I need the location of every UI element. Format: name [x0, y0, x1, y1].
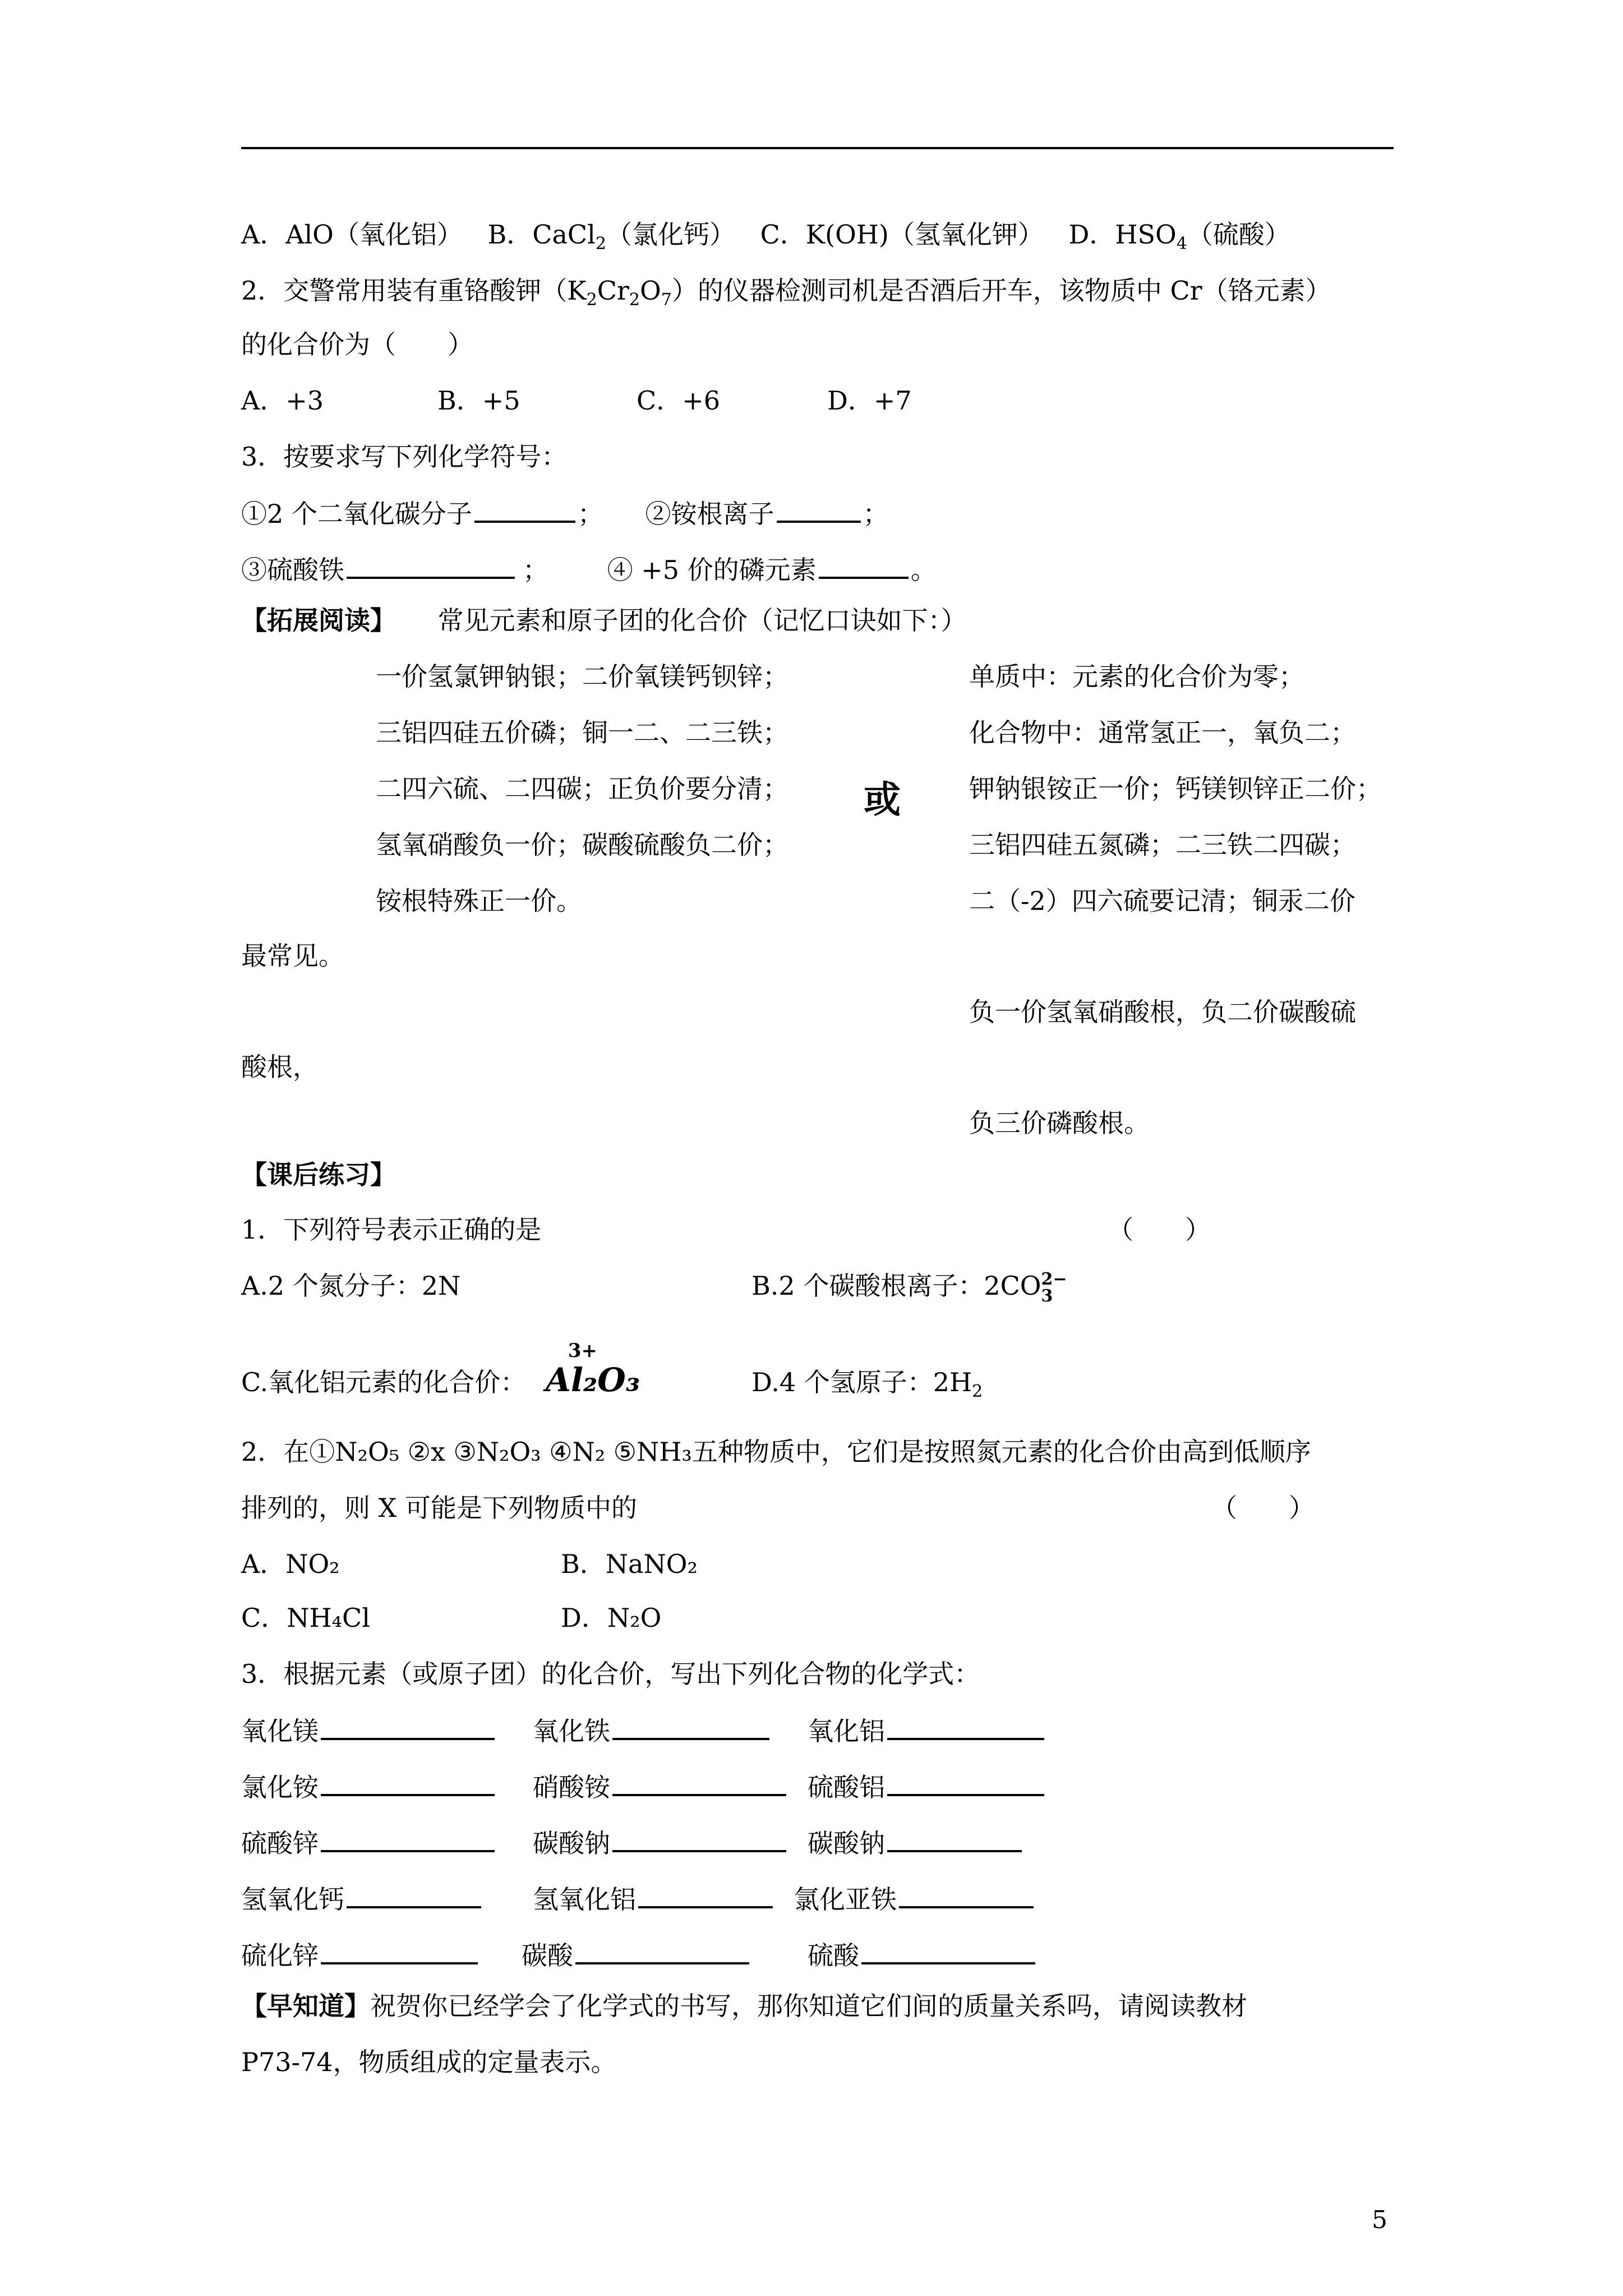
- practice-q1: 1．下列符号表示正确的是: [241, 1214, 542, 1245]
- answer-blank[interactable]: [887, 1824, 1022, 1852]
- preview-line2: P73-74，物质组成的定量表示。: [241, 2047, 617, 2077]
- formula-row: 硫化锌: [241, 1936, 480, 1971]
- practice-q1-option-b: B.2 个碳酸根离子：2CO 2− 3: [751, 1269, 1067, 1306]
- answer-blank[interactable]: [347, 551, 515, 579]
- formula-row: 氢氧化铝: [533, 1880, 775, 1915]
- mnemonic-left-line: 铵根特殊正一价。: [376, 886, 582, 916]
- answer-blank[interactable]: [887, 1712, 1044, 1740]
- formula-row: 硝酸铵: [533, 1768, 789, 1803]
- answer-blank[interactable]: [321, 1824, 495, 1852]
- reading-header: [241, 605, 967, 636]
- formula-row: 氢氧化钙: [241, 1880, 483, 1915]
- practice-q3: 3．根据元素（或原子团）的化合价，写出下列化合物的化学式：: [241, 1659, 980, 1689]
- answer-paren[interactable]: （ ）: [1108, 1214, 1211, 1245]
- reading-intro: 常见元素和原子团的化合价（记忆口诀如下：）: [437, 605, 967, 636]
- section-title: 【早知道】: [241, 1991, 370, 2021]
- page-number: 5: [1372, 2206, 1387, 2234]
- formula-row: 碳酸钠: [533, 1824, 789, 1859]
- formula-row: 氯化亚铁: [794, 1880, 1036, 1915]
- q2-option-d: D．+7: [827, 385, 912, 416]
- option-a: A．AlO（氧化铝）: [241, 219, 463, 250]
- answer-paren[interactable]: （ ）: [1211, 1493, 1315, 1523]
- option-c: C．K(OH)（氢氧化钾）: [760, 219, 1044, 250]
- answer-blank[interactable]: [612, 1824, 786, 1852]
- formula-row: 碳酸钠: [808, 1824, 1024, 1859]
- practice-q2-line2: 排列的，则 X 可能是下列物质中的: [241, 1493, 637, 1523]
- practice-q2-option-a: A．NO₂: [241, 1549, 340, 1579]
- or-divider: 或: [864, 777, 901, 821]
- mnemonic-right-line: 负三价磷酸根。: [969, 1108, 1150, 1138]
- answer-blank[interactable]: [777, 495, 861, 523]
- mnemonic-right-line: 负一价氢氧硝酸根，负二价碳酸硫: [969, 997, 1356, 1027]
- answer-blank[interactable]: [474, 495, 575, 523]
- formula-row: 碳酸: [522, 1936, 751, 1971]
- q2-line2: 的化合价为（ ）: [241, 329, 473, 360]
- formula-row: 氯化铵: [241, 1768, 497, 1803]
- practice-q2-option-b: B．NaNO₂: [561, 1549, 698, 1579]
- mnemonic-right-line: 化合物中：通常氢正一，氧负二；: [969, 717, 1356, 748]
- mnemonic-tail: 最常见。: [241, 941, 344, 971]
- oxidation-formula: 3+ Al₂O₃: [545, 1340, 640, 1399]
- question-options-line: [241, 219, 1290, 260]
- option-d: D．$HSO_4$（硫酸）: [1068, 219, 1290, 254]
- mnemonic-right-line: 钾钠银铵正一价；钙镁钡锌正二价；: [969, 774, 1382, 804]
- answer-blank[interactable]: [612, 1768, 786, 1796]
- mnemonic-right-line: 二（-2）四六硫要记清；铜汞二价: [969, 886, 1355, 916]
- formula-row: 硫酸锌: [241, 1824, 497, 1859]
- practice-q2-option-d: D．N₂O: [561, 1603, 662, 1633]
- practice-q2-option-c: C．NH₄Cl: [241, 1603, 370, 1633]
- mnemonic-tail: 酸根，: [241, 1052, 319, 1082]
- q2-line1: 2．交警常用装有重铬酸钾$(K_2Cr_2O_7)$的仪器检测司机是否酒后开车，该物质中 Cr（铬元素）: [241, 275, 1331, 310]
- formula-row: 硫酸铝: [808, 1768, 1046, 1803]
- section-title: 【拓展阅读】: [241, 605, 396, 636]
- mnemonic-left-line: 氢氧硝酸负一价；碳酸硫酸负二价；: [376, 830, 789, 860]
- answer-blank[interactable]: [887, 1768, 1044, 1796]
- q3-title: 3．按要求写下列化学符号：: [241, 441, 568, 472]
- answer-blank[interactable]: [899, 1880, 1034, 1908]
- answer-blank[interactable]: [321, 1768, 495, 1796]
- mnemonic-left-line: 三铝四硅五价磷；铜一二、二三铁；: [376, 717, 789, 748]
- mnemonic-right-line: 单质中：元素的化合价为零；: [969, 661, 1304, 692]
- answer-blank[interactable]: [638, 1880, 773, 1908]
- practice-q2-line1: 2．在①N₂O₅ ②x ③N₂O₃ ④N₂ ⑤NH₃五种物质中，它们是按照氮元素的化合价由高到低顺序: [241, 1437, 1311, 1467]
- answer-blank[interactable]: [612, 1712, 769, 1740]
- q3-row2: ③硫酸铁 ； ④ +5 价的磷元素 。: [241, 551, 937, 586]
- answer-blank[interactable]: [575, 1936, 749, 1964]
- answer-blank[interactable]: [347, 1880, 481, 1908]
- answer-blank[interactable]: [321, 1712, 495, 1740]
- formula-row: 氧化铝: [808, 1712, 1046, 1747]
- practice-q1-option-a: A.2 个氮分子：2N: [241, 1271, 461, 1301]
- answer-blank[interactable]: [321, 1936, 478, 1964]
- header-rule: [241, 147, 1394, 149]
- mnemonic-left-line: 二四六硫、二四碳；正负价要分清；: [376, 774, 789, 804]
- option-b: B．CaCl$_2$（氯化钙）: [487, 219, 735, 254]
- formula-row: 氧化镁: [241, 1712, 497, 1747]
- practice-q1-option-d: D.4 个氢原子：$2H_2$: [751, 1367, 983, 1402]
- answer-blank[interactable]: [819, 551, 909, 579]
- section-title: 【课后练习】: [241, 1159, 396, 1190]
- q2-option-a: A．+3: [241, 385, 324, 416]
- q3-row1: ①2 个二氧化碳分子 ； ②铵根离子 ；: [241, 495, 889, 530]
- mnemonic-left-line: 一价氢氯钾钠银；二价氧镁钙钡锌；: [376, 661, 789, 692]
- q2-option-c: C．+6: [637, 385, 721, 416]
- preview-line1: 【早知道】祝贺你已经学会了化学式的书写，那你知道它们间的质量关系吗，请阅读教材: [241, 1991, 1247, 2021]
- practice-q1-option-c: C.氧化铝元素的化合价： 3+ Al₂O₃: [241, 1340, 640, 1399]
- mnemonic-right-line: 三铝四硅五氮磷；二三铁二四碳；: [969, 830, 1356, 860]
- formula-row: 氧化铁: [533, 1712, 772, 1747]
- q2-option-b: B．+5: [437, 385, 520, 416]
- answer-blank[interactable]: [861, 1936, 1035, 1964]
- formula-row: 硫酸: [808, 1936, 1038, 1971]
